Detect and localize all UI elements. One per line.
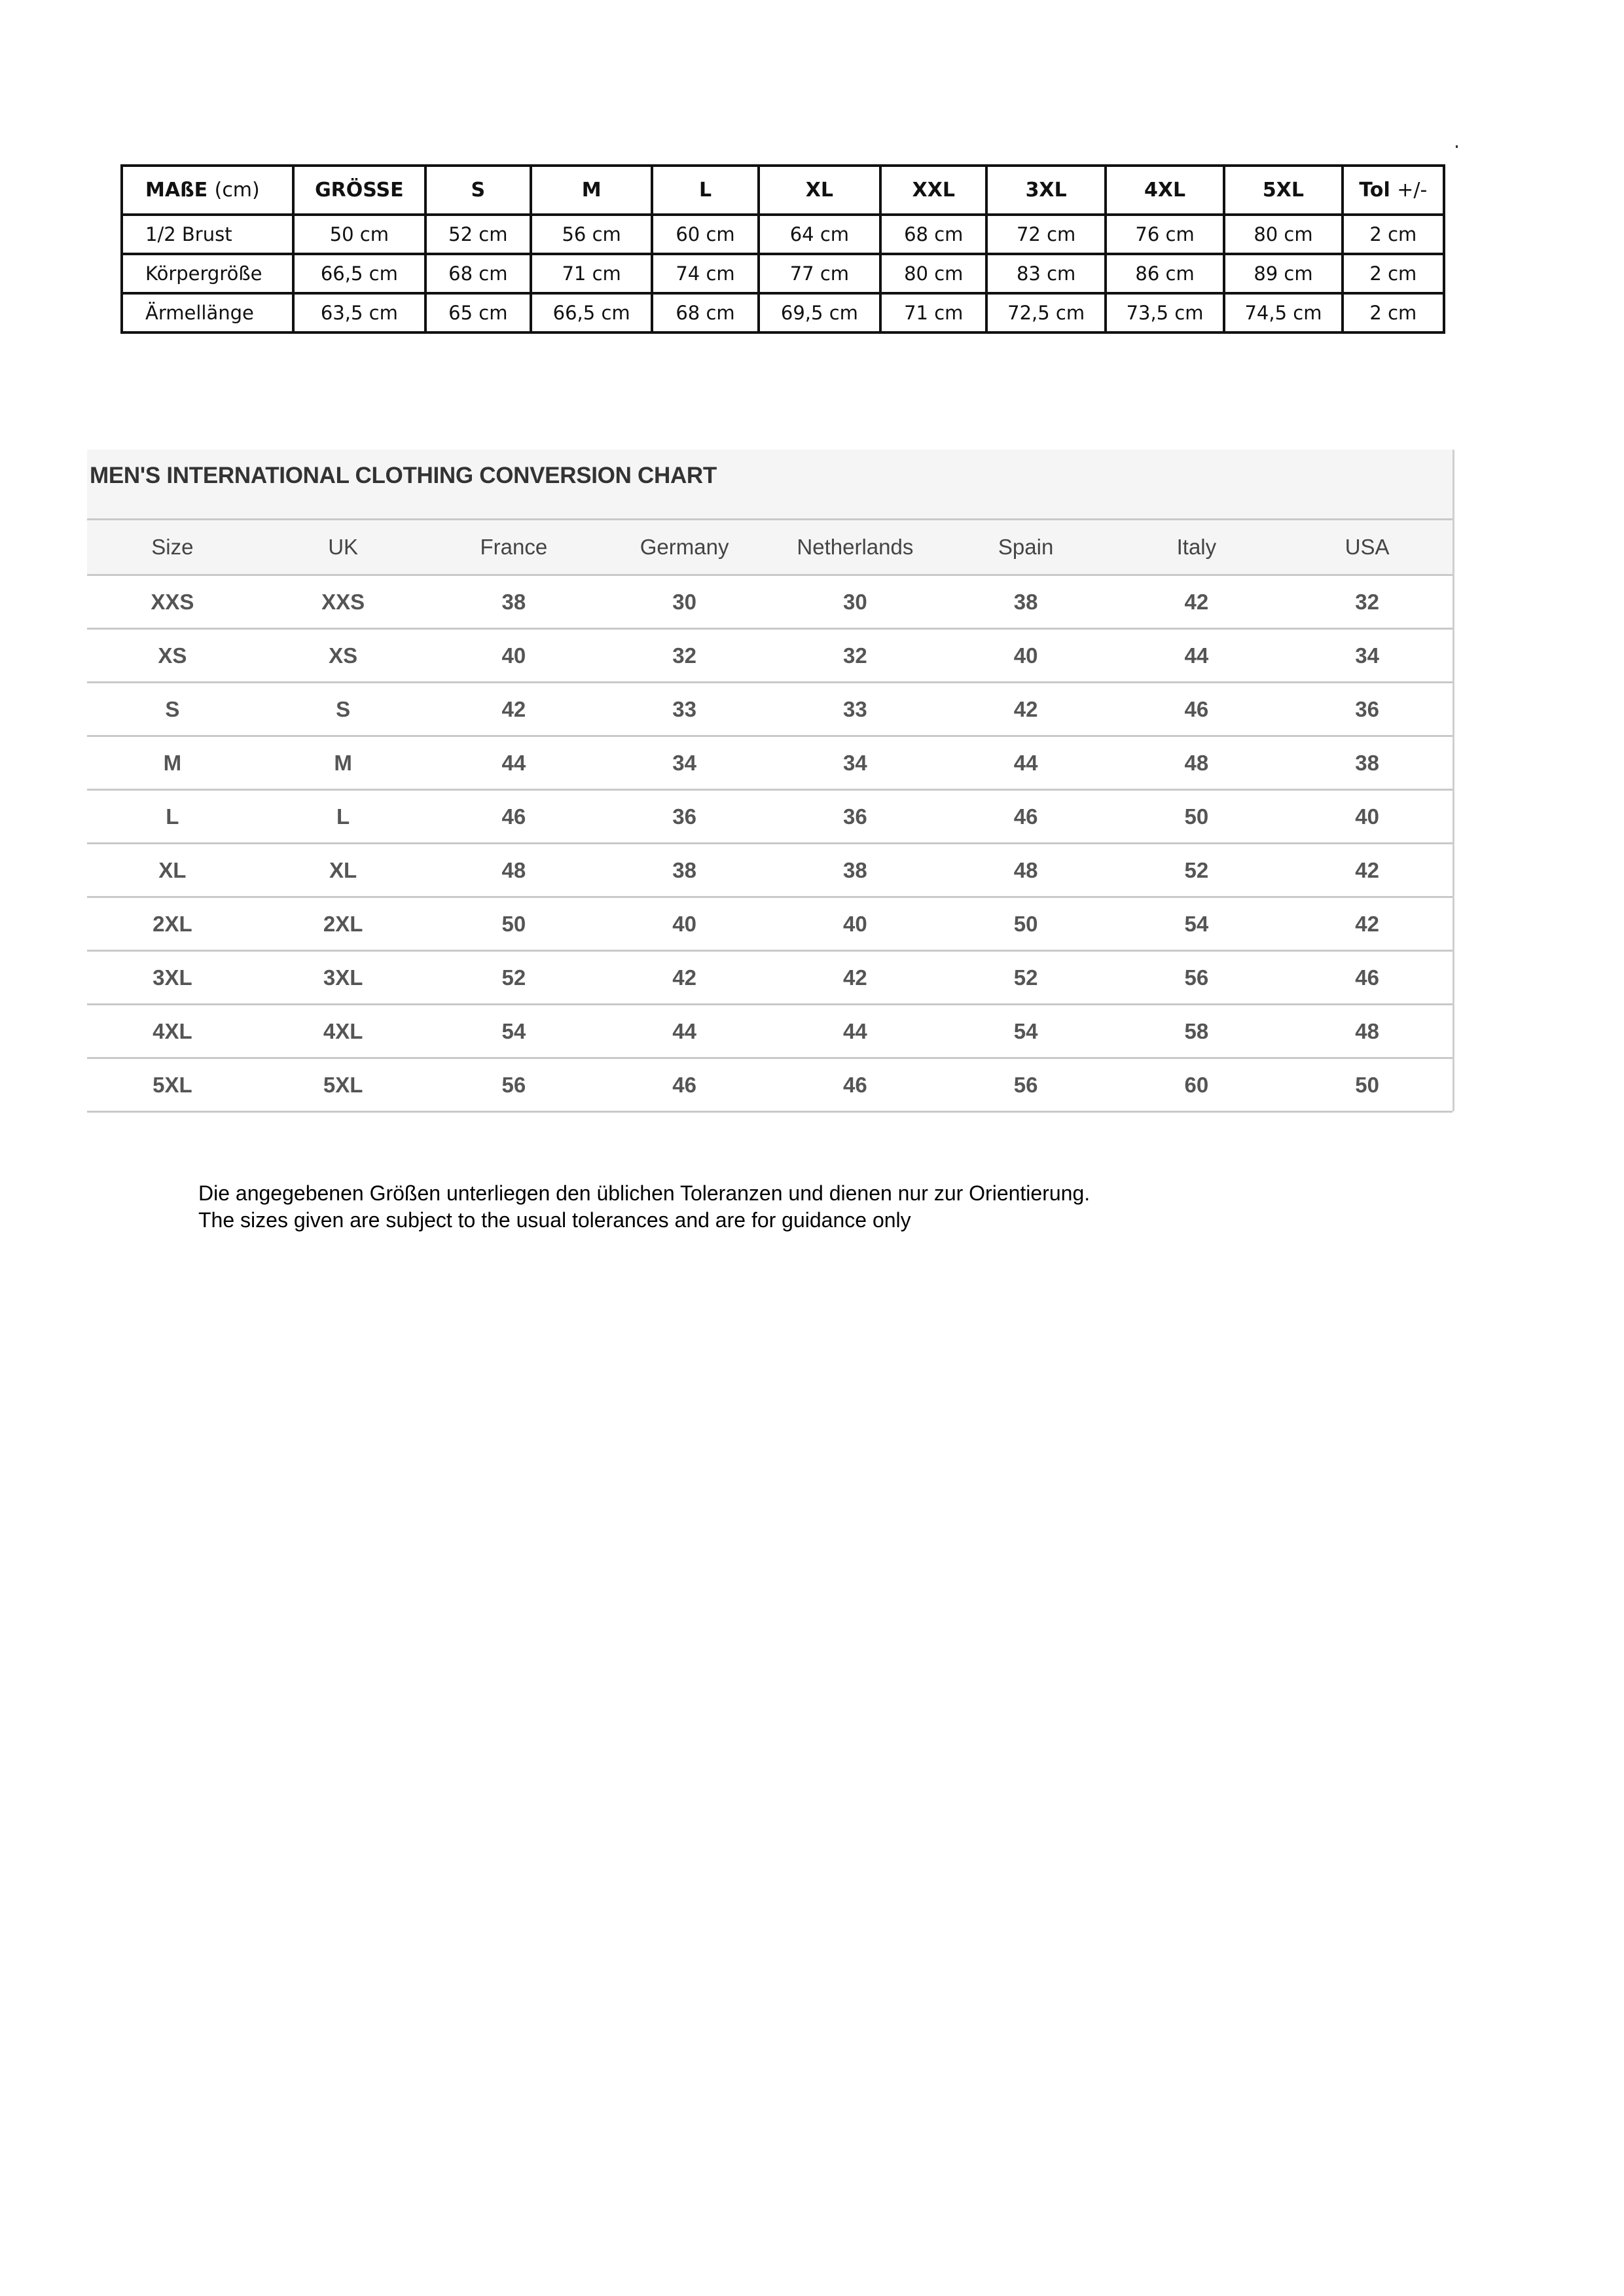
table-row <box>87 897 1453 951</box>
table-cell: 48 <box>1282 1005 1453 1058</box>
table-cell: L <box>258 790 429 844</box>
header-italy: Italy <box>1111 520 1282 575</box>
row-label: Körpergröße <box>122 254 293 293</box>
cell: 2 cm <box>1343 293 1444 332</box>
table-cell: 32 <box>1282 575 1453 629</box>
cell: 72 cm <box>986 215 1105 254</box>
header-france: France <box>429 520 600 575</box>
table-cell: XL <box>258 844 429 897</box>
table-cell: 46 <box>429 790 600 844</box>
table-cell: 34 <box>599 736 770 790</box>
table-cell: 40 <box>1282 790 1453 844</box>
table-cell: 42 <box>1282 844 1453 897</box>
cell: 74,5 cm <box>1224 293 1342 332</box>
table-cell: 34 <box>1282 629 1453 683</box>
conversion-header-row <box>87 520 1453 575</box>
table-cell: 40 <box>599 897 770 951</box>
table-cell: 3XL <box>258 951 429 1005</box>
cell: 2 cm <box>1343 254 1444 293</box>
table-cell: 58 <box>1111 1005 1282 1058</box>
table-cell: 54 <box>1111 897 1282 951</box>
table-cell: XXS <box>258 575 429 629</box>
cell: 68 cm <box>652 293 758 332</box>
table-cell: 40 <box>429 629 600 683</box>
table-cell: 50 <box>941 897 1111 951</box>
note-english: The sizes given are subject to the usual tolerances and are for guidance only <box>198 1208 911 1232</box>
table-row <box>87 790 1453 844</box>
cell: 65 cm <box>425 293 531 332</box>
cell: 86 cm <box>1106 254 1224 293</box>
table-cell: 42 <box>1111 575 1282 629</box>
header-size-xl: XL <box>759 166 880 215</box>
cell: 66,5 cm <box>531 293 652 332</box>
table-cell: 60 <box>1111 1058 1282 1112</box>
table-cell: 2XL <box>258 897 429 951</box>
table-cell: 44 <box>429 736 600 790</box>
table-cell: 36 <box>770 790 941 844</box>
table-cell: 40 <box>770 897 941 951</box>
cell: 56 cm <box>531 215 652 254</box>
table-cell: M <box>87 736 258 790</box>
table-cell: 52 <box>1111 844 1282 897</box>
table-cell: 33 <box>770 683 941 736</box>
table-cell: 38 <box>770 844 941 897</box>
cell: 2 cm <box>1343 215 1444 254</box>
measurement-row-aermellaenge <box>122 293 1444 332</box>
header-usa: USA <box>1282 520 1453 575</box>
header-size: Size <box>87 520 258 575</box>
table-cell: XS <box>258 629 429 683</box>
header-spain: Spain <box>941 520 1111 575</box>
header-size-l: L <box>652 166 758 215</box>
table-cell: XL <box>87 844 258 897</box>
table-cell: 5XL <box>87 1058 258 1112</box>
table-cell: 38 <box>599 844 770 897</box>
row-label: 1/2 Brust <box>122 215 293 254</box>
row-label: Ärmellänge <box>122 293 293 332</box>
table-cell: 38 <box>429 575 600 629</box>
table-cell: 42 <box>429 683 600 736</box>
table-cell: 44 <box>770 1005 941 1058</box>
cell: 60 cm <box>652 215 758 254</box>
cell: 73,5 cm <box>1106 293 1224 332</box>
cell: 89 cm <box>1224 254 1342 293</box>
table-cell: 2XL <box>87 897 258 951</box>
table-cell: 4XL <box>258 1005 429 1058</box>
table-cell: 54 <box>941 1005 1111 1058</box>
cell: 63,5 cm <box>293 293 425 332</box>
cell: 68 cm <box>880 215 986 254</box>
table-cell: 46 <box>599 1058 770 1112</box>
table-cell: 36 <box>1282 683 1453 736</box>
table-cell: 42 <box>770 951 941 1005</box>
table-cell: 56 <box>1111 951 1282 1005</box>
table-cell: 30 <box>599 575 770 629</box>
header-uk: UK <box>258 520 429 575</box>
cell: 72,5 cm <box>986 293 1105 332</box>
cell: 77 cm <box>759 254 880 293</box>
stray-mark <box>1456 145 1458 148</box>
cell: 83 cm <box>986 254 1105 293</box>
table-cell: L <box>87 790 258 844</box>
table-cell: M <box>258 736 429 790</box>
table-cell: 46 <box>1282 951 1453 1005</box>
table-row <box>87 1005 1453 1058</box>
cell: 50 cm <box>293 215 425 254</box>
cell: 52 cm <box>425 215 531 254</box>
table-cell: S <box>87 683 258 736</box>
conversion-chart <box>87 450 1454 1111</box>
table-row <box>87 683 1453 736</box>
table-cell: 46 <box>1111 683 1282 736</box>
header-groesse: GRÖSSE <box>293 166 425 215</box>
table-cell: 38 <box>1282 736 1453 790</box>
table-cell: 5XL <box>258 1058 429 1112</box>
table-cell: 48 <box>429 844 600 897</box>
cell: 66,5 cm <box>293 254 425 293</box>
table-cell: 3XL <box>87 951 258 1005</box>
table-cell: 50 <box>1111 790 1282 844</box>
table-cell: 44 <box>599 1005 770 1058</box>
cell: 71 cm <box>531 254 652 293</box>
table-cell: 32 <box>599 629 770 683</box>
measurement-table <box>120 164 1445 334</box>
table-cell: 54 <box>429 1005 600 1058</box>
table-row <box>87 844 1453 897</box>
table-cell: XXS <box>87 575 258 629</box>
measurement-row-brust <box>122 215 1444 254</box>
table-row <box>87 575 1453 629</box>
header-tolerance: Tol +/- <box>1343 166 1444 215</box>
table-cell: XS <box>87 629 258 683</box>
cell: 68 cm <box>425 254 531 293</box>
header-size-s: S <box>425 166 531 215</box>
table-cell: 52 <box>429 951 600 1005</box>
table-cell: 30 <box>770 575 941 629</box>
conversion-table-body <box>87 575 1453 1112</box>
table-cell: 36 <box>599 790 770 844</box>
table-cell: 32 <box>770 629 941 683</box>
header-size-xxl: XXL <box>880 166 986 215</box>
table-row <box>87 629 1453 683</box>
table-row <box>87 736 1453 790</box>
cell: 74 cm <box>652 254 758 293</box>
table-cell: 48 <box>1111 736 1282 790</box>
table-cell: 50 <box>1282 1058 1453 1112</box>
header-germany: Germany <box>599 520 770 575</box>
header-netherlands: Netherlands <box>770 520 941 575</box>
size-notes <box>198 1180 1090 1234</box>
header-masse: MAßE (cm) <box>122 166 293 215</box>
header-size-5xl: 5XL <box>1224 166 1342 215</box>
table-cell: 44 <box>1111 629 1282 683</box>
header-size-4xl: 4XL <box>1106 166 1224 215</box>
cell: 69,5 cm <box>759 293 880 332</box>
table-cell: 38 <box>941 575 1111 629</box>
table-cell: 52 <box>941 951 1111 1005</box>
table-cell: 42 <box>941 683 1111 736</box>
note-german: Die angegebenen Größen unterliegen den üblichen Toleranzen und dienen nur zur Orientierung. <box>198 1181 1091 1205</box>
table-cell: 46 <box>770 1058 941 1112</box>
table-cell: 42 <box>1282 897 1453 951</box>
table-cell: 44 <box>941 736 1111 790</box>
conversion-chart-title-bar <box>87 450 1453 520</box>
cell: 64 cm <box>759 215 880 254</box>
table-cell: 42 <box>599 951 770 1005</box>
table-cell: 56 <box>429 1058 600 1112</box>
table-cell: 50 <box>429 897 600 951</box>
cell: 71 cm <box>880 293 986 332</box>
header-size-3xl: 3XL <box>986 166 1105 215</box>
table-cell: S <box>258 683 429 736</box>
table-cell: 40 <box>941 629 1111 683</box>
table-cell: 33 <box>599 683 770 736</box>
table-row <box>87 951 1453 1005</box>
cell: 80 cm <box>1224 215 1342 254</box>
table-cell: 48 <box>941 844 1111 897</box>
conversion-table <box>87 520 1453 1113</box>
measurement-header-row <box>122 166 1444 215</box>
header-size-m: M <box>531 166 652 215</box>
table-cell: 34 <box>770 736 941 790</box>
cell: 76 cm <box>1106 215 1224 254</box>
measurement-row-koerpergroesse <box>122 254 1444 293</box>
cell: 80 cm <box>880 254 986 293</box>
conversion-chart-title: MEN'S INTERNATIONAL CLOTHING CONVERSION CHART <box>90 463 717 488</box>
table-cell: 4XL <box>87 1005 258 1058</box>
table-cell: 46 <box>941 790 1111 844</box>
table-cell: 56 <box>941 1058 1111 1112</box>
table-row <box>87 1058 1453 1112</box>
